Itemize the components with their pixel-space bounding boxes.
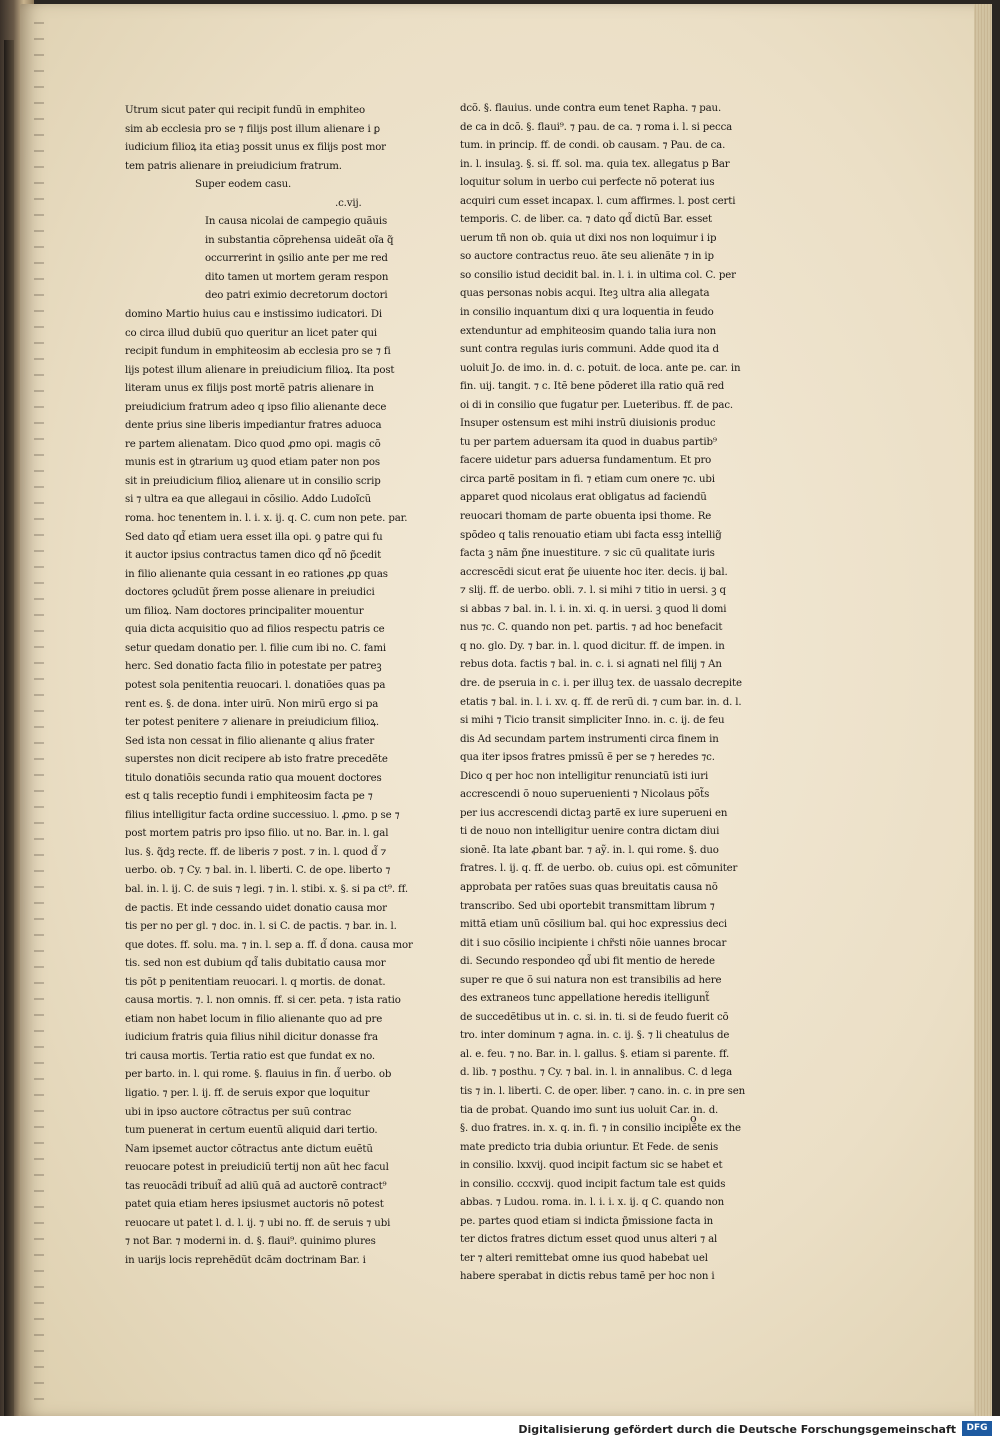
text-line: superstes non dicit recipere ab isto fratre precedẽte (125, 754, 388, 766)
text-line: tum puenerat in certum euentũ aliquid dari tertio. (125, 1125, 378, 1137)
text-line: recipit fundum in emphiteosim ab ecclesia pro se ⁊ fi (125, 346, 391, 358)
left-text-column (125, 102, 425, 1270)
text-line: sim ab ecclesia pro se ⁊ filijs post illum alienare i ꝑ (125, 123, 381, 135)
text-line: apparet quod nicolaus erat obligatus ad faciendũ (460, 492, 707, 504)
text-line: doctores ꝯcludũt p̃rem posse alienare in preiudici (125, 587, 375, 599)
text-line: habere sperabat in dictis rebus tamẽ per hoc non i (460, 1271, 715, 1283)
text-line: dit i suo cõsilio incipiente i chr̃sti nõie uannes brocar (460, 937, 727, 949)
text-line: spõdeo q talis renouatio etiam ubi facta essꝫ intellig̃ (460, 529, 722, 541)
text-line: est q talis receptio fundi i emphiteosim facta pe ⁊ (125, 791, 373, 803)
text-line: ter potest penitere ⁊ alienare in preiudicium filioꝝ. (125, 717, 380, 729)
text-line: so auctore contractus reuo. ãte seu alienãte ⁊ in ip (460, 251, 714, 263)
text-line: re partem alienatam. Dico quod ꝓmo opi. magis cõ (125, 438, 381, 450)
text-line: d. lib. ⁊ posthu. ⁊ Cy. ⁊ bal. in. l. in annalibus. C. d lega (460, 1067, 733, 1079)
text-line: munis est in ꝯtrarium uꝫ quod etiam pater non pos (125, 457, 380, 469)
text-line: lus. §. q̃dꝫ recte. ff. de liberis ⁊ post. ⁊ in. l. quod d̃ ⁊ (125, 846, 387, 858)
text-line: etatis ⁊ bal. in. l. i. xv. q. ff. de rerũ di. ⁊ cum bar. in. d. l. (460, 696, 742, 708)
text-line: acquiri cum esset incapax. l. cum affirmes. l. post certi (460, 195, 736, 207)
text-line: herc. Sed donatio facta filio in potestate per patreꝫ (125, 661, 382, 673)
text-line: facere uidetur pars aduersa fundamentum. Et pro (460, 455, 712, 467)
text-line: in filio alienante quia cessant in eo rationes ꝓp quas (125, 568, 388, 580)
text-line: iudicium filioꝝ ita etiaꝫ possit unus ex filijs post mor (125, 142, 386, 154)
text-line: oi di in consilio que fugatur per. Lueteribus. ff. de pac. (460, 399, 733, 411)
text-line: it auctor ipsius contractus tamen dico qd̃ nõ p̃cedit (125, 550, 382, 562)
text-line: per barto. in. l. qui rome. §. flauius in fin. d̃ uerbo. ob (125, 1069, 392, 1081)
text-line: pe. partes quod etiam si indicta p̃missione facta in (460, 1215, 714, 1227)
text-line: ter dictos fratres dictum esset quod unus alteri ⁊ al (460, 1234, 718, 1246)
text-line: tas reuocãdi tribuit̃ ad aliũ quã ad auctorẽ contract⁹ (125, 1180, 387, 1192)
text-line: per ius accrescendi dictaꝫ partẽ ex iure superueni en (460, 807, 728, 819)
text-line: ⁊ not Bar. ⁊ moderni in. d. §. flaui⁹. quinimo plures (125, 1236, 376, 1248)
dfg-logo-icon: DFG (962, 1421, 992, 1436)
text-line: de pactis. Et inde cessando uidet donatio causa mor (125, 902, 387, 914)
text-line: §. duo fratres. in. x. q. in. fi. ⁊ in consilio incipiẽte ex the (460, 1123, 741, 1135)
text-line: sit in preiudicium filioꝝ alienare ut in consilio scrip (125, 475, 381, 487)
text-line: ⁊ slij. ff. de uerbo. obli. ⁊. l. si mihi ⁊ titio in uersi. ꝫ q (460, 585, 726, 597)
text-line: super re que õ sui natura non est transibilis ad here (460, 974, 722, 986)
text-line: extenduntur ad emphiteosim quando talia iura non (460, 325, 717, 337)
text-line: so consilio istud decidit bal. in. l. i. in ultima col. C. per (460, 269, 736, 281)
text-line: al. e. feu. ⁊ no. Bar. in. l. gallus. §. etiam si parente. ff. (460, 1048, 730, 1060)
text-line: accrescendi õ nouo superuenienti ⁊ Nicolaus põt̃s (460, 789, 710, 801)
text-line: mittã etiam unũ cõsilium bal. qui hoc expressius deci (460, 919, 728, 931)
text-line: Insuper ostensum est mihi instrũ diuisionis produc (460, 418, 716, 430)
page-edges (974, 4, 992, 1416)
text-line: .c.vij. (335, 197, 362, 209)
text-line: transcribo. Sed ubi oportebit transmittam librum ⁊ (460, 900, 715, 912)
text-line: si ⁊ ultra ea que allegaui in cõsilio. Addo Ludoĩcũ (125, 494, 372, 506)
text-line: in consilio. cccxvij. quod incipit factum tale est quids (460, 1178, 726, 1190)
text-line: accrescẽdi sicut erat p̃e uiuente hoc iter. decis. ij bal. (460, 566, 728, 578)
text-line: Nam ipsemet auctor cõtractus ante dictum euẽtũ (125, 1143, 373, 1155)
text-line: sionẽ. Ita late ꝓbant bar. ⁊ aỹ. in. l. qui rome. §. duo (460, 844, 719, 856)
text-line: uerbo. ob. ⁊ Cy. ⁊ bal. in. l. liberti. C. de ope. liberto ⁊ (125, 865, 391, 877)
text-line: potest sola penitentia reuocari. l. donatiões quas pa (125, 679, 386, 691)
text-line: Sed dato qd̃ etiam uera esset illa opi. ꝯ patre qui fu (125, 531, 383, 543)
text-line: approbata per ratões suas quas breuitatis causa nõ (460, 881, 718, 893)
text-line: dito tamen ut mortem geram respon (205, 271, 389, 283)
text-line: causa mortis. ⁊. l. non omnis. ff. si cer. peta. ⁊ ista ratio (125, 995, 401, 1007)
text-line: q no. glo. Dy. ⁊ bar. in. l. quod dicitur. ff. de impen. in (460, 640, 725, 652)
catchword: o (690, 1112, 697, 1125)
text-line: occurrerint in ꝯsilio ante per me red (205, 253, 388, 265)
text-line: dcõ. §. flauius. unde contra eum tenet Rapha. ⁊ pau. (460, 103, 722, 114)
text-line: ti de nouo non intelligitur uenire contra dictam diui (460, 826, 720, 838)
text-line: nus ⁊c. C. quando non pet. partis. ⁊ ad hoc benefacit (460, 622, 723, 634)
text-line: tri causa mortis. Tertia ratio est que fundat ex no. (125, 1050, 376, 1062)
text-line: bal. in. l. ij. C. de suis ⁊ legi. ⁊ in. l. stibi. x. §. si pa ct⁹. ff. (125, 883, 408, 895)
right-text-column (460, 100, 776, 1287)
text-line: tem patris alienare in preiudicium fratrum. (125, 160, 342, 172)
text-line: deo patri eximio decretorum doctori (205, 290, 388, 302)
text-line: Sed ista non cessat in filio alienante q alius frater (125, 735, 375, 747)
text-line: dis Ad secundam partem instrumenti circa finem in (460, 733, 719, 745)
text-line: dre. de pseruia in c. i. per illuꝫ tex. de uassalo decrepite (460, 677, 742, 689)
text-line: si mihi ⁊ Ticio transit simpliciter Inno. in. c. ij. de feu (460, 715, 725, 727)
text-line: In causa nicolai de campegio quãuis (205, 216, 388, 228)
funding-notice: Digitalisierung gefördert durch die Deutsche Forschungsgemeinschaft (518, 1423, 956, 1436)
text-line: in uarijs locis reprehẽdũt dcãm doctrinam Bar. i (125, 1254, 366, 1266)
facing-page-bleed (34, 22, 44, 1402)
text-line: de succedẽtibus ut in. c. si. in. ti. si de feudo fuerit cõ (460, 1011, 729, 1023)
text-line: ligatio. ⁊ per. l. ij. ff. de seruis expor que loquitur (125, 1087, 370, 1099)
book-spine-shadow (4, 40, 14, 1420)
text-line: quia dicta acquisitio quo ad filios respectu patris ce (125, 624, 385, 636)
text-line: iudicium fratris quia filius nihil dicitur donasse fra (125, 1032, 378, 1044)
text-line: di. Secundo respondeo qd̃ ubi fit mentio de herede (460, 956, 715, 968)
text-line: roma. hoc tenentem in. l. i. x. ij. q. C. cum non pete. par. (125, 513, 408, 525)
text-line: tu per partem aduersam ita quod in duabus partib⁹ (460, 436, 717, 448)
text-line: in consilio. lxxvij. quod incipit factum sic se habet et (460, 1160, 723, 1172)
text-line: tum. in princip. ff. de condi. ob causam. ⁊ Pau. de ca. (460, 140, 726, 152)
text-line: rebus dota. factis ⁊ bal. in. c. i. si agnati nel filij ⁊ An (460, 659, 722, 671)
text-line: dente prius sine liberis impediantur fratres aduoca (125, 420, 382, 432)
text-line: tis põt p penitentiam reuocari. l. q mortis. de donat. (125, 976, 386, 988)
text-line: reuocare potest in preiudiciũ tertij non aũt hec facul (125, 1162, 389, 1174)
text-line: qua iter ipsos fratres pmissũ ẽ per se ⁊ heredes ⁊c. (460, 752, 715, 764)
text-line: facta ꝫ nãm p̃ne inuestiture. ⁊ sic cũ qualitate iuris (460, 548, 715, 560)
text-line: abbas. ⁊ Ludou. roma. in. l. i. i. x. ij. q C. quando non (460, 1197, 725, 1209)
text-line: si abbas ⁊ bal. in. l. i. in. xi. q. in uersi. ꝫ quod li domi (460, 603, 727, 615)
text-line: etiam non habet locum in filio alienante quo ad pre (125, 1013, 383, 1025)
text-line: tis per no per gl. ⁊ doc. in. l. si C. de pactis. ⁊ bar. in. l. (125, 921, 397, 933)
text-line: tis. sed non est dubium qd̃ talis dubitatio causa mor (125, 958, 386, 970)
text-line: literam unus ex filijs post mortẽ patris alienare in (125, 383, 374, 395)
text-line: temporis. C. de liber. ca. ⁊ dato qd̃ dictũ Bar. esset (460, 214, 712, 226)
text-line: post mortem patris pro ipso filio. ut no. Bar. in. l. gal (125, 828, 389, 840)
text-line: lijs potest illum alienare in preiudicium filioꝝ. Ita post (125, 364, 395, 376)
text-line: que dotes. ff. solu. ma. ⁊ in. l. sep a. ff. d̃ dona. causa mor (125, 939, 413, 951)
text-line: uerum tñ non ob. quia ut dixi nos non loquimur i ip (460, 232, 717, 244)
text-line: filius intelligitur facta ordine successiuo. l. ꝓmo. p se ⁊ (125, 809, 400, 821)
text-line: fratres. l. ij. q. ff. de uerbo. ob. cuius opi. est cõmuniter (460, 863, 738, 875)
text-line: in substantia cõprehensa uideãt oĩa q̃ (205, 234, 394, 246)
text-line: tro. inter dominum ⁊ agna. in. c. ij. §. ⁊ li cheatulus de (460, 1030, 730, 1042)
text-line: in. l. insulaꝫ. §. si. ff. sol. ma. quia tex. allegatus p Bar (460, 158, 730, 170)
text-line: ubi in ipso auctore cõtractus per suũ contrac (125, 1106, 352, 1118)
text-line: fin. uij. tangit. ⁊ c. Itẽ bene põderet illa ratio quã red (460, 381, 725, 393)
text-line: loquitur solum in uerbo cui perfecte nõ poterat ius (460, 177, 715, 189)
text-line: rent es. §. de dona. inter uirũ. Non mirũ ergo si pa (125, 698, 379, 710)
text-line: circa partẽ positam in fi. ⁊ etiam cum onere ⁊c. ubi (460, 473, 715, 485)
text-line: Super eodem casu. (195, 179, 292, 191)
text-line: um filioꝝ. Nam doctores principaliter mouentur (125, 605, 364, 617)
text-line: tia de probat. Quando imo sunt ius uoluit Car. in. d. (460, 1104, 719, 1116)
text-line: mate predicto tria dubia oriuntur. Et Fede. de senis (460, 1141, 719, 1153)
text-line: patet quia etiam heres ipsiusmet auctoris nõ potest (125, 1199, 384, 1211)
text-line: Utrum sicut pater qui recipit fundũ in emphiteo (125, 105, 365, 116)
text-line: reuocari thomam de parte obuenta ipsi thome. Re (460, 511, 712, 523)
text-line: in consilio inquantum dixi q ura loquentia in feudo (460, 307, 714, 319)
text-line: sunt contra regulas iuris communi. Adde quod ita d (460, 344, 719, 356)
text-line: tis ⁊ in. l. liberti. C. de oper. liber. ⁊ cano. in. c. in pre sen (460, 1085, 746, 1097)
text-line: quas personas nobis acqui. Iteꝫ ultra alia allegata (460, 288, 710, 300)
text-line: reuocare ut patet l. d. l. ij. ⁊ ubi no. ff. de seruis ⁊ ubi (125, 1217, 391, 1229)
text-line: domino Martio huius cau e instissimo iudicatori. Di (125, 309, 382, 321)
text-line: preiudicium fratrum adeo q ipso filio alienante dece (125, 401, 387, 413)
text-line: des extraneos tunc appellatione heredis itelligunt̃ (460, 993, 710, 1005)
text-line: de ca in dcõ. §. flaui⁹. ⁊ pau. de ca. ⁊ roma i. l. si pecca (460, 121, 733, 133)
text-line: setur quedam donatio per. l. filie cum ibi no. C. fami (125, 642, 386, 654)
text-line: Dico q per hoc non intelligitur renunciatũ isti iuri (460, 770, 709, 782)
text-line: ter ⁊ alteri remittebat omne ius quod habebat uel (460, 1252, 708, 1264)
text-line: titulo donatiõis secunda ratio qua mouent doctores (125, 772, 382, 784)
text-line: co circa illud dubiũ quo queritur an licet pater qui (125, 327, 377, 339)
text-line: uoluit Jo. de imo. in. d. c. potuit. de loca. ante pe. car. in (460, 362, 741, 374)
